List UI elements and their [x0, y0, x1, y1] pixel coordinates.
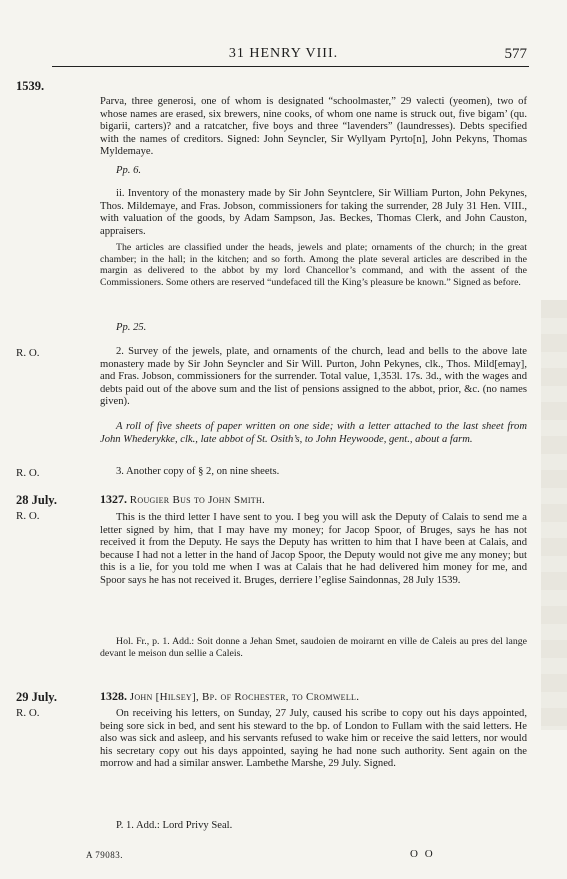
watermark-strip — [541, 300, 567, 730]
paragraph-copy: 3. Another copy of § 2, on nine sheets. — [116, 466, 280, 477]
printer-signature: A 79083. — [86, 850, 124, 860]
paragraph-survey: 2. Survey of the jewels, plate, and ornaments of the church, lead and bells to the above late monastery made by Sir John Seyncler and Sir Will. Purton, John Pekynes, clk., Thos. Mild[emay], and Fras. Jobson, commissioners for the surrender. Total value, 1,353l. 17s. 3d., with the wages and debts paid out of the above sum and the list of pensions assigned to the abbot, prior, &c. (no names given). — [100, 346, 527, 408]
margin-date-1328: 29 July. — [16, 690, 57, 704]
margin-ro-1327: R. O. — [16, 510, 40, 522]
entry-1327-heading — [100, 492, 527, 507]
paragraph-roll: A roll of five sheets of paper written on one side; with a letter attached to the last sheet from John Whederykke, clk., late abbot of St. Osith’s, to John Heywoode, gent., about a farm. — [100, 421, 527, 445]
margin-date-1327: 28 July. — [16, 493, 57, 507]
running-title: 31 HENRY VIII. — [228, 46, 339, 61]
header-rule — [52, 66, 529, 67]
sheet-mark: O O — [410, 848, 435, 860]
entry-1328-body: On receiving his letters, on Sunday, 27 July, caused his scribe to copy out his days appointed, being sore sick in bed, and sent his steward to the bp. of London to Fullam with the said letters. He also was sick and asleep, and his servants refused to wake him or receive the said letters, nor would his secretary copy out his days appointed, saying he had none such authority. Sent again on the morrow and had a similar answer. Lambethe Marshe, 29 July. Signed. — [100, 708, 527, 770]
page-number: 577 — [504, 46, 527, 62]
pages-note-2: Pp. 25. — [116, 322, 147, 333]
entry-1328-heading — [100, 689, 527, 704]
margin-ro-1328: R. O. — [16, 707, 40, 719]
pages-note-1: Pp. 6. — [116, 165, 142, 176]
running-head — [0, 46, 567, 68]
margin-year: 1539. — [16, 79, 45, 93]
paragraph-inventory: ii. Inventory of the monastery made by Sir John Seyntclere, Sir William Purton, John Pekynes, Thos. Mildemaye, and Fras. Jobson, commissioners for taking the surrender, 28 July 31 Hen. VIII., with valuation of the goods, by Adam Sampson, Jas. Beckes, Thomas Clerk, and John Causton, appraisers. — [100, 188, 527, 237]
margin-ro-1: R. O. — [16, 347, 40, 359]
margin-ro-2: R. O. — [16, 467, 40, 479]
entry-1327-number: 1327. — [100, 492, 127, 506]
paragraph-creditors: Parva, three generosi, one of whom is designated “schoolmaster,” 29 valecti (yeomen), two of whose names are erased, six brewers, nine cooks, of whom one name is struck out, five bigam’ (qu. bigarii, carters)? and a ratcatcher, five boys and three “lavenders” (laundresses). Debts specified with the names of creditors. Signed: John Seyncler, Sir Wyllyam Pyrto[n], John Pekyns, Thomas Myldemaye. — [100, 96, 527, 158]
entry-1327-body: This is the third letter I have sent to you. I beg you will ask the Deputy of Calais to send me a letter signed by him, that I may have my money; for Jacop Spoor, of Bruges, says he has not received it from the Deputy. He says the Deputy has written to him that I have been at Calais, and because I had not a letter in the hand of Jacop Spoor, the Deputy would not give me any money; but this is a lie, for you told me when I was at Calais that he had delivered him money for me, and Spoor says he has not received it. Bruges, derriere l’eglise Saindonnas, 28 July 1539. — [100, 512, 527, 586]
entry-1327-note: Hol. Fr., p. 1. Add.: Soit donne a Jehan Smet, saudoien de moirarnt en ville de Caleis au pres del lange devant le meison dun sellie a Caleis. — [100, 636, 527, 659]
paragraph-articles: The articles are classified under the heads, jewels and plate; ornaments of the church; in the great chamber; in the hall; in the kitchen; and so forth. Among the plate several articles are described in the margin as delivered to the abbot by my lord Chancellor’s command, and with the assent of the Commissioners. Some others are reserved “undefaced till the King’s pleasure be known.” Signed as before. — [100, 242, 527, 288]
entry-1328-number: 1328. — [100, 689, 127, 703]
entry-1327-title: Rougier Bus to John Smith. — [129, 494, 266, 506]
entry-1328-note: P. 1. Add.: Lord Privy Seal. — [116, 820, 233, 831]
entry-1328-title: John [Hilsey], Bp. of Rochester, to Cromwell. — [129, 691, 360, 703]
